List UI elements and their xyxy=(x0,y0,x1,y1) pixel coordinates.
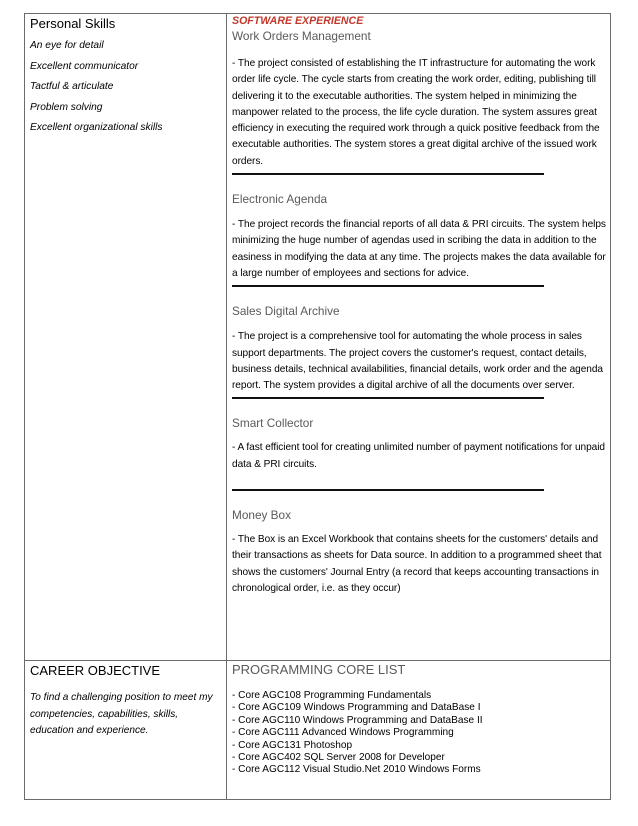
objective-core-row xyxy=(25,661,611,800)
core-item: - Core AGC111 Advanced Windows Programming xyxy=(232,727,454,739)
skill-item: An eye for detail xyxy=(30,40,104,51)
core-item: - Core AGC112 Visual Studio.Net 2010 Windows Forms xyxy=(232,764,481,776)
career-objective-cell xyxy=(25,661,227,800)
project-description: - The Box is an Excel Workbook that contains sheets for the customers' details and their transactions as sheets for Data source. In addition to a programmed sheet that shows the customers' Journal Entry (a record that keeps accounting transactions in chronological order, i.e. as they occur) xyxy=(232,534,602,594)
personal-skills-cell xyxy=(25,14,227,661)
project-title: Smart Collector xyxy=(232,416,314,431)
core-item: - Core AGC108 Programming Fundamentals xyxy=(232,690,432,701)
programming-core-title: PROGRAMMING CORE LIST xyxy=(232,662,406,677)
skill-item: Problem solving xyxy=(30,101,103,113)
skill-item: Excellent organizational skills xyxy=(30,122,163,133)
career-objective-text: To find a challenging position to meet my competencies, capabilities, skills, education and experience. xyxy=(30,692,213,736)
software-experience-heading: SOFTWARE EXPERIENCE xyxy=(232,15,364,27)
project-description: - The project records the financial reports of all data & PRI circuits. The system helps minimizing the huge number of agendas used in scribing the data in addition to the easiness in modifying the data at any time. The projects makes the data available for a large number of employees and sections for advice. xyxy=(232,219,606,279)
project-smart-collector xyxy=(232,416,606,491)
core-item: - Core AGC110 Windows Programming and DataBase II xyxy=(232,714,483,726)
personal-skills-list xyxy=(30,39,222,134)
programming-core-list xyxy=(232,690,606,777)
project-description: - The project consisted of establishing the IT infrastructure for automating the work order life cycle. The cycle starts from creating the work order, editing, publishing till delivering it to the executable authorities. The system helped in minimizing the manpower related to the process, the life cycle duration. The system assures great efficiency in executing the required work through a quick positive feedback from the executable authorities. The system stores a great digital archive of the issued work orders. xyxy=(232,58,600,167)
project-title: Money Box xyxy=(232,508,292,523)
separator-line xyxy=(232,285,544,287)
project-sales-digital-archive xyxy=(232,304,606,399)
career-objective-title: CAREER OBJECTIVE xyxy=(30,663,161,678)
skill-item: Excellent communicator xyxy=(30,60,139,72)
project-title: Work Orders Management xyxy=(232,29,371,43)
project-electronic-agenda xyxy=(232,192,606,287)
project-work-orders xyxy=(232,29,606,175)
personal-skills-title: Personal Skills xyxy=(30,16,116,31)
core-item: - Core AGC402 SQL Server 2008 for Developer xyxy=(232,752,445,764)
project-money-box xyxy=(232,508,606,601)
project-description: - A fast efficient tool for creating unlimited number of payment notifications for unpaid data & PRI circuits. xyxy=(232,442,605,470)
skills-experience-row xyxy=(25,14,611,661)
core-item: - Core AGC109 Windows Programming and DataBase I xyxy=(232,702,481,714)
core-item: - Core AGC131 Photoshop xyxy=(232,739,353,751)
project-title: Electronic Agenda xyxy=(232,192,328,207)
separator-line xyxy=(232,397,544,399)
resume-table xyxy=(24,13,611,800)
separator-line xyxy=(232,489,544,491)
project-title: Sales Digital Archive xyxy=(232,304,340,319)
software-experience-cell xyxy=(227,14,611,661)
separator-line xyxy=(232,173,544,175)
skill-item: Tactful & articulate xyxy=(30,81,114,92)
project-description: - The project is a comprehensive tool for automating the whole process in sales support departments. The project covers the customer's request, contact details, business details, technical availabilities, financial details, work order and the agenda report. The system provides a digital archive of all the documents over server. xyxy=(232,331,603,392)
programming-core-cell xyxy=(227,661,611,800)
